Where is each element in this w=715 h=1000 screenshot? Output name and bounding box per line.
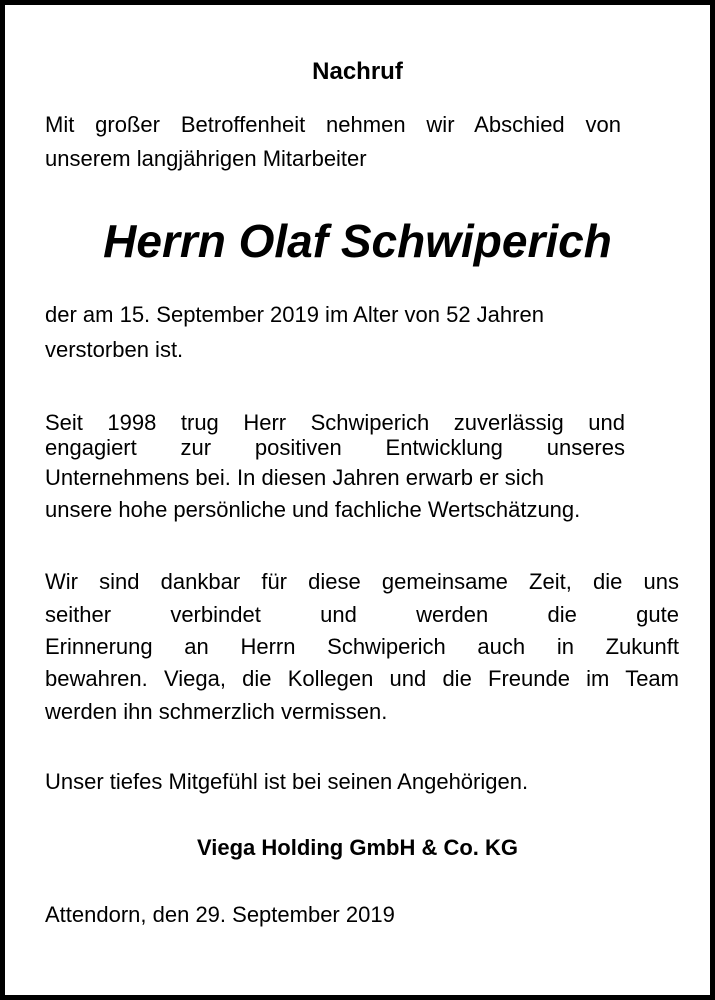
death-line-1: der am 15. September 2019 im Alter von 52 Jahren	[45, 302, 544, 327]
career-line-1: Seit 1998 trug Herr Schwiperich zuverlässig und	[45, 410, 625, 435]
intro-line-2: unserem langjährigen Mitarbeiter	[45, 146, 367, 171]
career-line-3: Unternehmens bei. In diesen Jahren erwarb er sich	[45, 465, 544, 490]
notice-title: Nachruf	[312, 58, 403, 85]
career-line-2: engagiert zur positiven Entwicklung unseres	[45, 435, 625, 460]
place-date: Attendorn, den 29. September 2019	[45, 902, 395, 927]
death-line-2: verstorben ist.	[45, 337, 184, 362]
gratitude-line-2: seither verbindet und werden die gute	[45, 602, 679, 627]
career-line-4: unsere hohe persönliche und fachliche Wertschätzung.	[45, 497, 581, 522]
gratitude-line-5: werden ihn schmerzlich vermissen.	[45, 699, 388, 724]
company-signature: Viega Holding GmbH & Co. KG	[196, 835, 519, 860]
gratitude-line-3: Erinnerung an Herrn Schwiperich auch in Zukunft	[45, 634, 679, 659]
condolence-text: Unser tiefes Mitgefühl ist bei seinen Angehörigen.	[45, 769, 529, 794]
gratitude-line-4: bewahren. Viega, die Kollegen und die Freunde im Team	[45, 666, 679, 691]
gratitude-line-1: Wir sind dankbar für diese gemeinsame Zeit, die uns	[45, 569, 679, 594]
deceased-name: Herrn Olaf Schwiperich	[103, 215, 612, 267]
intro-line-1: Mit großer Betroffenheit nehmen wir Abschied von	[45, 112, 621, 137]
